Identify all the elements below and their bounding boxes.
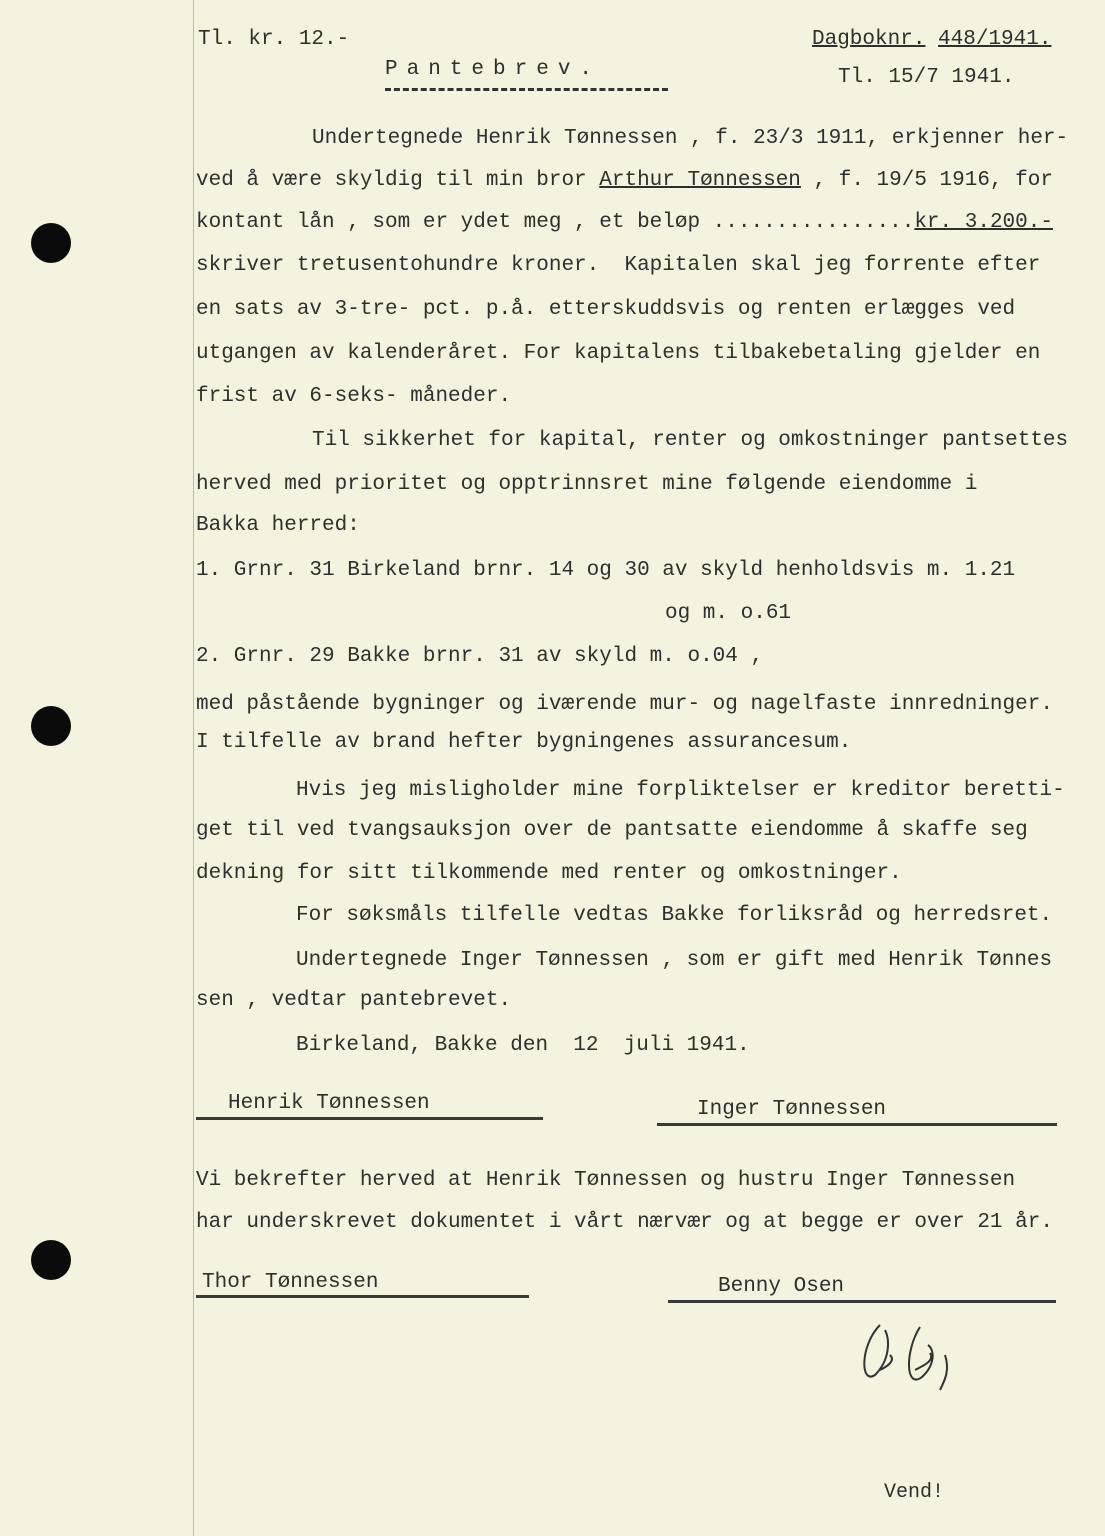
body-line: herved med prioritet og opptrinnsret mine følgende eiendomme i xyxy=(196,473,978,496)
body-line: Undertegnede Inger Tønnessen , som er gift med Henrik Tønnes xyxy=(296,949,1053,972)
journal-number xyxy=(812,25,1051,55)
body-line: Til sikkerhet for kapital, renter og omkostninger pantsettes xyxy=(312,429,1069,452)
title-underline xyxy=(385,88,668,91)
creditor-name: Arthur Tønnessen xyxy=(599,169,801,192)
body-line: Hvis jeg misligholder mine forpliktelser er kreditor beretti- xyxy=(296,779,1065,802)
fee-text: Tl. kr. 12.- xyxy=(198,28,350,51)
body-line: get til ved tvangsauksjon over de pantsatte eiendomme å skaffe seg xyxy=(196,819,1028,842)
body-line: en sats av 3-tre- pct. p.å. etterskuddsvis og renten erlægges ved xyxy=(196,298,1016,321)
signature-line xyxy=(668,1300,1056,1303)
body-line: sen , vedtar pantebrevet. xyxy=(196,989,512,1012)
loan-amount: kr. 3.200.- xyxy=(914,211,1053,234)
property-item-1: 1. Grnr. 31 Birkeland brnr. 14 og 30 av skyld henholdsvis m. 1.21 xyxy=(196,559,1016,582)
signature-witness-1: Thor Tønnessen xyxy=(202,1271,379,1294)
place-date: Birkeland, Bakke den 12 juli 1941. xyxy=(296,1034,750,1057)
signature-line xyxy=(196,1295,529,1298)
document-title: Pantebrev. xyxy=(385,58,602,81)
punch-hole xyxy=(31,706,71,746)
signature-line xyxy=(657,1123,1057,1126)
body-line: med påstående bygninger og iværende mur- og nagelfaste innredninger. xyxy=(196,693,1053,716)
signature-debtor: Henrik Tønnessen xyxy=(228,1092,430,1115)
property-item-2: 2. Grnr. 29 Bakke brnr. 31 av skyld m. o.04 , xyxy=(196,645,764,668)
body-line xyxy=(196,166,1053,196)
witness-line: har underskrevet dokumentet i vårt nærvær og at begge er over 21 år. xyxy=(196,1211,1053,1234)
body-line: Undertegnede Henrik Tønnessen , f. 23/3 1911, erkjenner her- xyxy=(312,127,1069,150)
body-line: utgangen av kalenderåret. For kapitalens tilbakebetaling gjelder en xyxy=(196,342,1041,365)
punch-hole xyxy=(31,223,71,263)
body-line: skriver tretusentohundre kroner. Kapitalen skal jeg forrente efter xyxy=(196,254,1041,277)
journal-value: 448/1941. xyxy=(938,28,1052,51)
punch-hole xyxy=(31,1240,71,1280)
journal-label: Dagboknr. xyxy=(812,28,926,51)
witness-line: Vi bekrefter herved at Henrik Tønnessen og hustru Inger Tønnessen xyxy=(196,1169,1016,1192)
body-line xyxy=(196,208,1053,238)
body-line: I tilfelle av brand hefter bygningenes assurancesum. xyxy=(196,731,852,754)
creditor-suffix: , f. 19/5 1916, for xyxy=(800,169,1053,192)
body-line: Bakka herred: xyxy=(196,514,360,537)
body-text: kontant lån , som er ydet meg , et beløp ................ xyxy=(196,211,915,234)
signature-line xyxy=(196,1117,543,1120)
registration-date: Tl. 15/7 1941. xyxy=(838,66,1015,89)
body-line: For søksmåls tilfelle vedtas Bakke forliksråd og herredsret. xyxy=(296,904,1053,927)
signature-spouse: Inger Tønnessen xyxy=(697,1098,887,1121)
footer-turn-over: Vend! xyxy=(884,1481,945,1504)
body-line: dekning for sitt tilkommende med renter og omkostninger. xyxy=(196,862,902,885)
handwritten-initials xyxy=(850,1315,970,1395)
signature-witness-2: Benny Osen xyxy=(718,1275,845,1298)
property-item-1-cont: og m. o.61 xyxy=(665,602,792,625)
margin-line xyxy=(193,0,194,1536)
body-text: ved å være skyldig til min bror xyxy=(196,169,600,192)
body-line: frist av 6-seks- måneder. xyxy=(196,385,512,408)
